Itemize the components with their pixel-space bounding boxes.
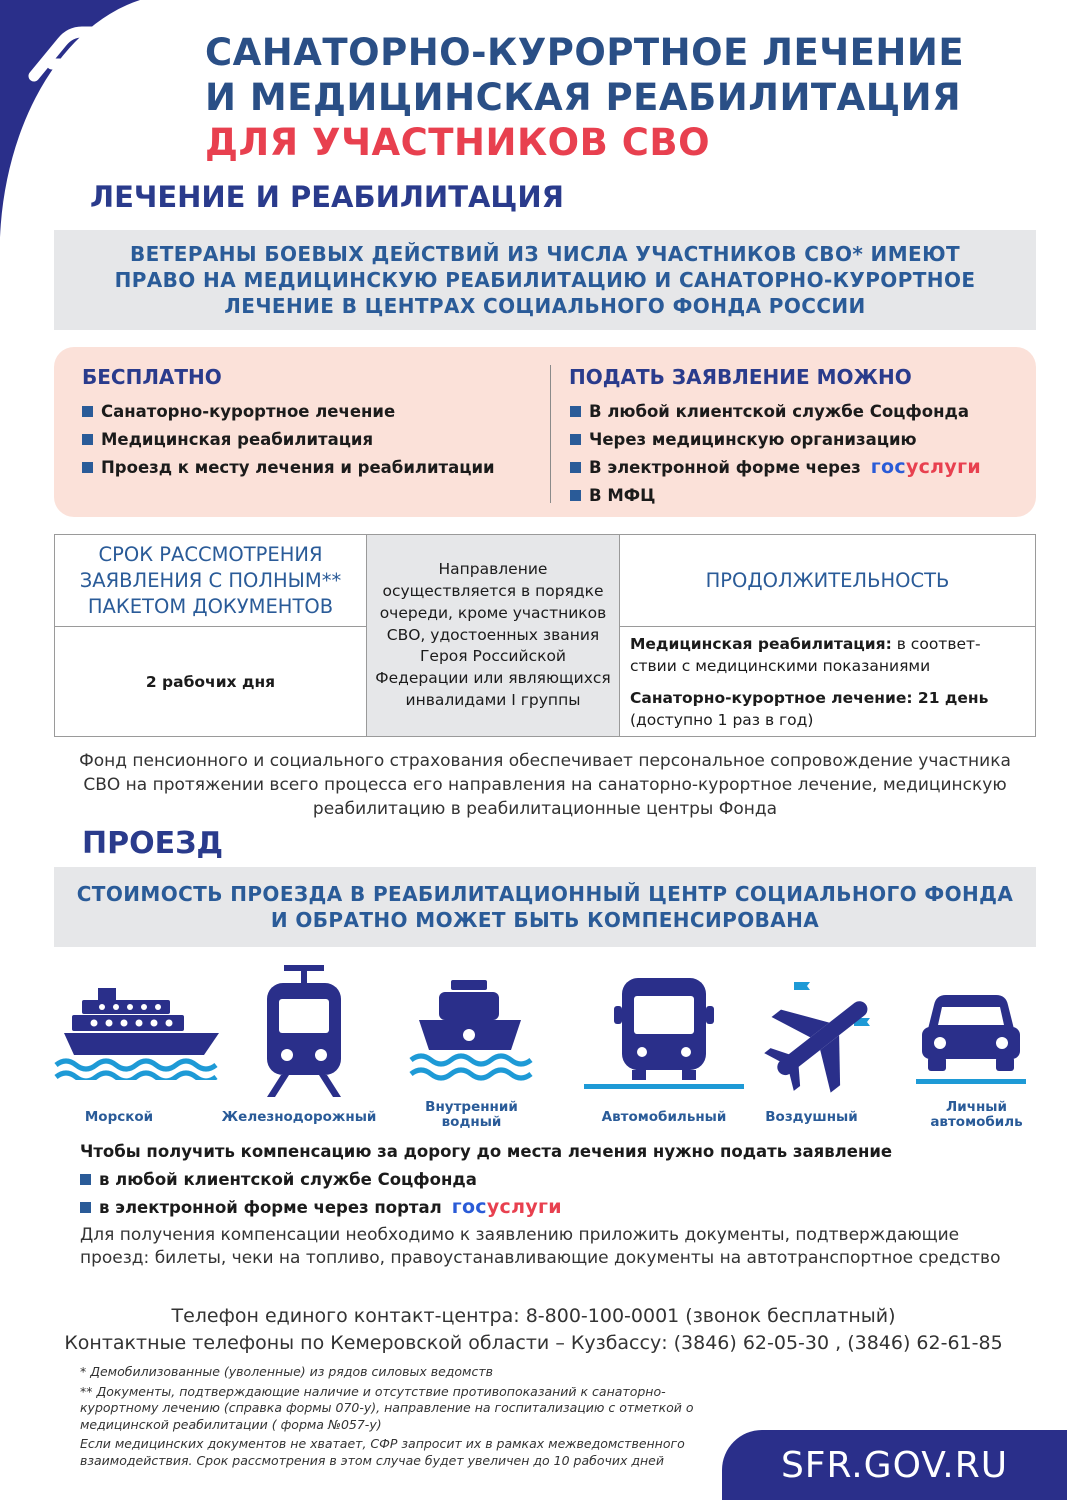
apply-list: [570, 397, 981, 509]
footnotes: [80, 1364, 720, 1472]
list-item-text: Медицинская реабилитация: [101, 429, 374, 449]
gosuslugi-logo-part1: гос: [451, 1196, 487, 1218]
gosuslugi-logo-part1: гос: [870, 456, 906, 478]
travel-compensation-band: СТОИМОСТЬ ПРОЕЗДА В РЕАБИЛИТАЦИОННЫЙ ЦЕНТР СОЦИАЛЬНОГО ФОНДА И ОБРАТНО МОЖЕТ БЫТЬ КОМПЕНСИРОВАНА: [54, 867, 1036, 947]
med-rehab-label: Медицинская реабилитация:: [630, 635, 892, 653]
page-title: [205, 30, 1045, 165]
transport-label: Железнодорожный: [221, 1109, 377, 1125]
footnote-3: Если медицинских документов не хватает, СФР запросит их в рамках межведомственного взаимодействия. Срок рассмотрения в этом случае будет увеличен до 10 рабочих дней: [80, 1436, 685, 1468]
list-item: [80, 1165, 562, 1193]
bullet-square-icon: [570, 406, 581, 417]
train-icon: [259, 965, 349, 1100]
review-term-header: СРОК РАССМОТРЕНИЯ ЗАЯВЛЕНИЯ С ПОЛНЫМ** ПАКЕТОМ ДОКУМЕНТОВ: [55, 535, 367, 627]
gosuslugi-logo-part2: услуги: [905, 456, 981, 478]
column-divider: [550, 365, 551, 503]
contact-center-line: Телефон единого контакт-центра: 8-800-100-0001 (звонок бесплатный): [171, 1305, 896, 1327]
transport-types: [54, 960, 1044, 1140]
compensation-heading: Чтобы получить компенсацию за дорогу до места лечения нужно подать заявление: [80, 1142, 893, 1161]
list-item-text: Санаторно-курортное лечение: [101, 401, 396, 421]
bus-icon: [584, 978, 744, 1093]
fund-support-note: Фонд пенсионного и социального страхования обеспечивает персональное сопровождение участника СВО на протяжении всего процесса его направления на санаторно-курортное лечение, медицинскую реабилитацию в реабилитационные центры Фонда: [79, 751, 1011, 819]
transport-label: Воздушный: [765, 1109, 858, 1125]
list-item: [570, 481, 981, 509]
bullet-square-icon: [80, 1202, 91, 1213]
apply-heading: ПОДАТЬ ЗАЯВЛЕНИЕ МОЖНО: [569, 365, 912, 389]
list-item-text: в любой клиентской службе Соцфонда: [99, 1169, 477, 1189]
bullet-square-icon: [570, 434, 581, 445]
med-rehab-line: [630, 633, 1025, 677]
free-heading: БЕСПЛАТНО: [82, 365, 222, 389]
list-item-text: В любой клиентской службе Соцфонда: [589, 401, 969, 421]
compensation-documents-note: Для получения компенсации необходимо к заявлению приложить документы, подтверждающие проезд: билеты, чеки на топливо, правоустанавливающие документы на автотранспортное средство: [80, 1225, 1001, 1268]
veterans-rights-band: ВЕТЕРАНЫ БОЕВЫХ ДЕЙСТВИЙ ИЗ ЧИСЛА УЧАСТНИКОВ СВО* ИМЕЮТ ПРАВО НА МЕДИЦИНСКУЮ РЕАБИЛИТАЦИЮ И САНАТОРНО-КУРОРТНОЕ ЛЕЧЕНИЕ В ЦЕНТРАХ СОЦИАЛЬНОГО ФОНДА РОССИИ: [54, 230, 1036, 330]
list-item: [82, 425, 495, 453]
sanatorium-line: [630, 687, 1025, 731]
gosuslugi-logo[interactable]: [452, 1196, 562, 1218]
gosuslugi-logo[interactable]: [871, 456, 981, 478]
list-item: [82, 397, 495, 425]
section-heading-travel: ПРОЕЗД: [82, 826, 224, 861]
med-rehab-value: в соответ-ствии с медицинскими показаниями: [630, 635, 981, 675]
sanatorium-label: Санаторно-курортное лечение: 21 день: [630, 689, 989, 707]
footnote-1: * Демобилизованные (уволенные) из рядов силовых ведомств: [80, 1364, 493, 1379]
website-link[interactable]: SFR.GOV.RU: [780, 1444, 1009, 1486]
transport-label: Морской: [84, 1109, 154, 1125]
list-item: [570, 453, 981, 481]
bullet-square-icon: [80, 1174, 91, 1185]
list-item: [570, 425, 981, 453]
list-item: [80, 1193, 562, 1221]
queue-note: Направление осуществляется в порядке очереди, кроме участников СВО, удостоенных звания Героя Российской Федерации или являющихся инвалидами I группы: [367, 535, 620, 736]
duration-header: ПРОДОЛЖИТЕЛЬНОСТЬ: [620, 535, 1035, 627]
list-item-text: В электронной форме через: [589, 457, 861, 477]
airplane-icon: [754, 978, 894, 1093]
transport-label: Внутренний водный: [425, 1099, 518, 1130]
duration-details: [620, 627, 1035, 736]
bullet-square-icon: [82, 406, 93, 417]
bullet-square-icon: [570, 462, 581, 473]
review-term-value: 2 рабочих дня: [55, 627, 367, 736]
title-line-3: ДЛЯ УЧАСТНИКОВ СВО: [205, 121, 711, 164]
gosuslugi-logo-part2: услуги: [486, 1196, 562, 1218]
contact-phones: [0, 1303, 1067, 1357]
website-banner[interactable]: [722, 1430, 1067, 1500]
bullet-square-icon: [570, 490, 581, 501]
sfr-logo-icon: [22, 18, 112, 88]
transport-label: Автомобильный: [601, 1109, 727, 1125]
regional-phones-line: Контактные телефоны по Кемеровской области – Кузбассу: (3846) 62-05-30 , (3846) 62-61-85: [64, 1332, 1003, 1354]
sanatorium-value: (доступно 1 раз в год): [630, 711, 814, 729]
free-list: [82, 397, 495, 481]
bullet-square-icon: [82, 462, 93, 473]
bullet-square-icon: [82, 434, 93, 445]
compensation-list: [80, 1165, 562, 1221]
car-icon: [916, 995, 1026, 1085]
footnote-2: ** Документы, подтверждающие наличие и отсутствие противопоказаний к санаторно-курортному лечению (справка формы 070-у), направление на госпитализацию с отметкой о медицинской реабилитации ( форма №057-у): [80, 1383, 694, 1432]
list-item: [82, 453, 495, 481]
title-line-2: И МЕДИЦИНСКАЯ РЕАБИЛИТАЦИЯ: [205, 76, 962, 119]
list-item-text: Через медицинскую организацию: [589, 429, 917, 449]
list-item-text: Проезд к месту лечения и реабилитации: [101, 457, 495, 477]
title-line-1: САНАТОРНО-КУРОРТНОЕ ЛЕЧЕНИЕ: [205, 31, 965, 74]
benefits-panel: [54, 347, 1036, 517]
ship-icon: [54, 985, 224, 1080]
section-heading-treatment: ЛЕЧЕНИЕ И РЕАБИЛИТАЦИЯ: [90, 180, 564, 214]
terms-table: [54, 534, 1036, 737]
list-item: [570, 397, 981, 425]
list-item-text: В МФЦ: [589, 485, 656, 505]
river-boat-icon: [409, 980, 534, 1085]
transport-label: Личный автомобиль: [930, 1099, 1023, 1130]
list-item-text: в электронной форме через портал: [99, 1197, 442, 1217]
